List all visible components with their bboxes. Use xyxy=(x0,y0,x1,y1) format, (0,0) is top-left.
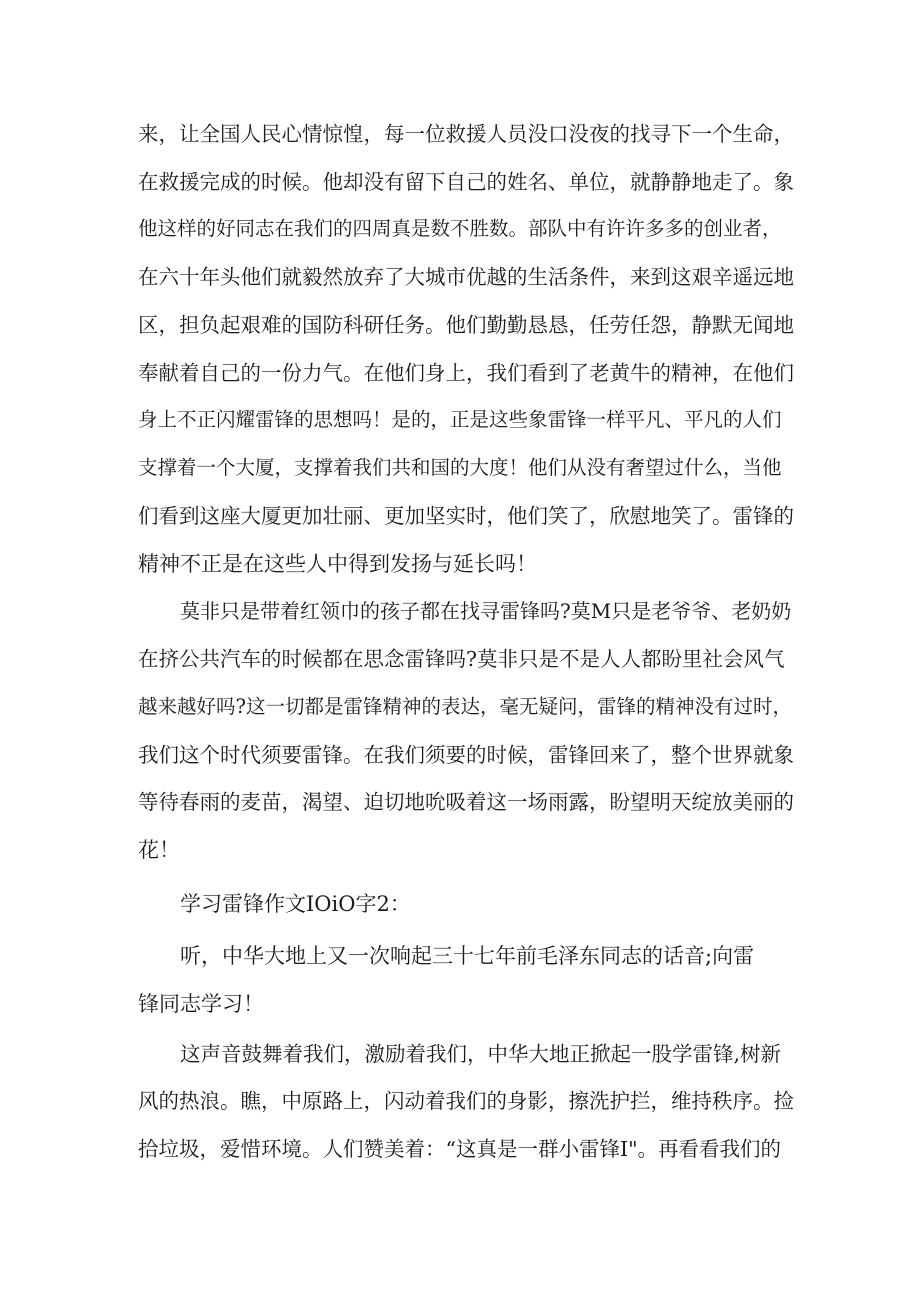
text-line: 在六十年头他们就毅然放弃了大城市优越的生活条件，来到这艰辛遥远地 xyxy=(138,265,794,289)
text-line: 风的热浪。瞧，中原路上，闪动着我们的身影，擦洗护拦，维持秩序。捡 xyxy=(138,1089,794,1113)
text-line: 身上不正闪耀雷锋的思想吗！是的，正是这些象雷锋一样平凡、平凡的人们 xyxy=(138,408,782,431)
text-line: 来，让全国人民心情惊惶，每一位救援人员没口没夜的找寻下一个生命， xyxy=(138,122,794,146)
text-line: 们看到这座大厦更加壮丽、更加坚实时，他们笑了，欣慰地笑了。雷锋的 xyxy=(138,504,794,528)
text-line: 等待春雨的麦苗，渴望、迫切地吮吸着这一场雨露，盼望明天绽放美丽的 xyxy=(138,790,794,814)
text-line: 越来越好吗?这一切都是雷锋精神的表达，毫无疑问，雷锋的精神没有过时， xyxy=(138,695,792,718)
text-line: 他这样的好同志在我们的四周真是数不胜数。部队中有许许多多的创业者， xyxy=(138,217,782,240)
text-line: 在救援完成的时候。他却没有留下自己的姓名、单位，就静静地走了。象 xyxy=(138,170,794,194)
text-line: 在挤公共汽车的时候都在思念雷锋吗?莫非只是不是人人都盼里社会风气 xyxy=(138,647,785,671)
text-line: 花！ xyxy=(138,838,180,862)
paragraph-first-line: 听，中华大地上又一次响起三十七年前毛泽东同志的话音;向雷 xyxy=(180,944,755,968)
paragraph-first-line: 莫非只是带着红领巾的孩子都在找寻雷锋吗?莫M只是老爷爷、老奶奶 xyxy=(180,599,792,623)
text-line: 拾垃圾，爱惜环境。人们赞美着：“这真是一群小雷锋I"。再看看我们的 xyxy=(138,1137,782,1161)
text-line: 精神不正是在这些人中得到发扬与延长吗！ xyxy=(138,552,537,576)
text-line: 区，担负起艰难的国防科研任务。他们勤勤恳恳，任劳任怨，静默无闻地 xyxy=(138,313,794,337)
text-line: 我们这个时代须要雷锋。在我们须要的时候，雷锋回来了，整个世界就象 xyxy=(138,743,794,767)
text-line: 支撑着一个大厦，支撑着我们共和国的大度！他们从没有奢望过什么，当他 xyxy=(138,456,782,479)
text-line: 奉献着自己的一份力气。在他们身上，我们看到了老黄牛的精神，在他们 xyxy=(138,361,794,385)
section-heading: 学习雷锋作文IOiO字2： xyxy=(180,892,411,916)
text-line: 锋同志学习！ xyxy=(138,992,264,1016)
paragraph-first-line: 这声音鼓舞着我们，激励着我们，中华大地正掀起一股学雷锋,树新 xyxy=(180,1042,782,1066)
